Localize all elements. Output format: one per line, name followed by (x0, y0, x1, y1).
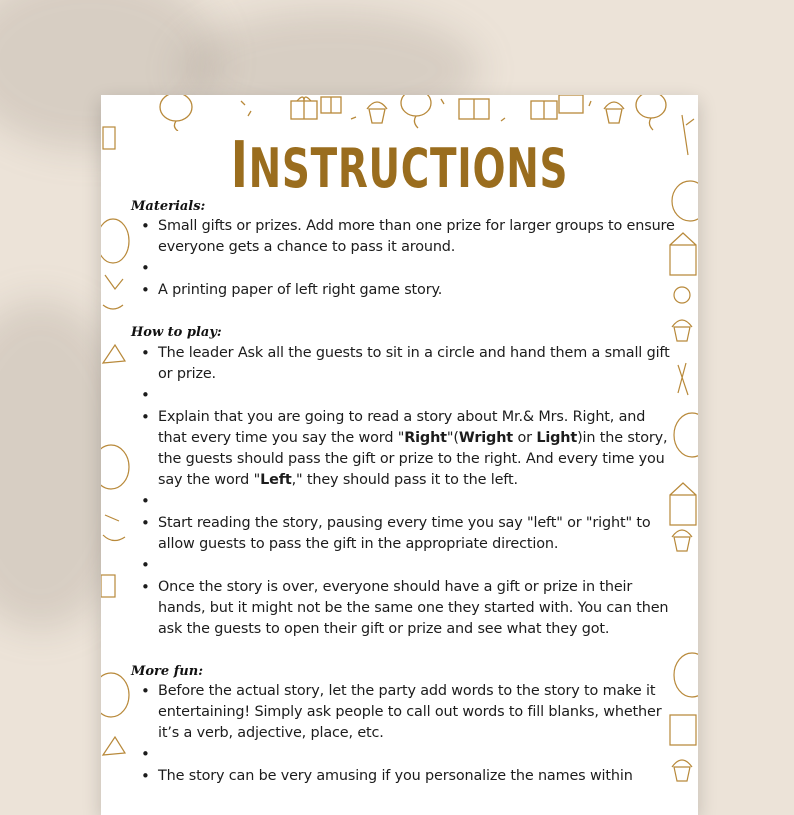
confetti-icon (678, 363, 688, 395)
gift-box-icon (321, 97, 341, 113)
list-spacer (131, 258, 676, 280)
confetti-icon (103, 275, 123, 309)
party-hat-icon (103, 737, 125, 755)
balloon-icon (101, 445, 129, 489)
gift-box-icon (459, 99, 489, 119)
how-to-play-heading: How to play: (131, 325, 222, 340)
list-item: • Small gifts or prizes. Add more than one prize for larger groups to ensure everyone gets a chance to pass it around. (131, 216, 676, 258)
materials-list (131, 216, 676, 301)
text-run: or (513, 430, 537, 446)
balloon-icon (674, 653, 698, 697)
cupcake-icon (604, 102, 624, 123)
list-spacer (131, 744, 676, 766)
list-item: • The story can be very amusing if you personalize the names within (131, 766, 676, 787)
gift-box-icon (291, 97, 317, 119)
how-to-play-list (131, 343, 676, 640)
text-run: ," they should pass it to the left. (291, 472, 518, 488)
gift-box-icon (103, 127, 115, 149)
list-item: • Once the story is over, everyone should have a gift or prize in their hands, but it might not be the same one they started with. You can then ask the guests to open their gift or prize and see what they got. (131, 577, 676, 640)
bold-light: Light (536, 430, 578, 446)
confetti-icon (682, 115, 694, 155)
party-hat-icon (103, 345, 125, 363)
text-run: )in the story, the guests should pass the gift or prize to the right. And every time you say the word " (158, 430, 668, 488)
balloon-icon (674, 413, 698, 457)
bold-wright: Wright (458, 430, 514, 446)
balloon-icon (160, 95, 192, 131)
list-spacer (131, 555, 676, 577)
list-item: • Before the actual story, let the party add words to the story to make it entertaining! Simply ask people to call out words to fill blanks, whether it’s a verb, adjective, place, etc. (131, 681, 676, 744)
party-doodle-border-top (101, 95, 698, 131)
gift-box-icon (559, 95, 583, 113)
list-spacer (131, 491, 676, 513)
text-run: Explain that you are going to read a story about Mr.& Mrs. Right, and that every time you say the word " (158, 409, 646, 446)
text-run: "( (446, 430, 459, 446)
gift-box-icon (101, 575, 115, 597)
cupcake-icon (672, 320, 692, 341)
balloon-icon (672, 181, 698, 221)
balloon-icon (101, 219, 129, 263)
bold-left: Left (260, 472, 292, 488)
more-fun-list (131, 681, 676, 787)
instructions-sheet (101, 95, 698, 815)
more-fun-heading: More fun: (131, 664, 204, 679)
balloon-icon (401, 95, 431, 128)
confetti-icon (241, 99, 591, 121)
balloon-icon (101, 673, 129, 717)
list-item: • The leader Ask all the guests to sit in a circle and hand them a small gift or prize. (131, 343, 676, 385)
list-item: • A printing paper of left right game story. (131, 280, 676, 301)
balloon-icon (636, 95, 666, 130)
cupcake-icon (367, 102, 387, 123)
bold-right: Right (404, 430, 447, 446)
list-item: • Start reading the story, pausing every time you say "left" or "right" to allow guests to pass the gift in the appropriate direction. (131, 513, 676, 555)
party-doodle-border-left (101, 95, 131, 815)
list-spacer (131, 385, 676, 407)
materials-heading: Materials: (131, 199, 206, 214)
page-title: INSTRUCTIONS (230, 129, 569, 203)
list-item (131, 407, 676, 491)
confetti-icon (103, 515, 125, 541)
gift-box-icon (531, 101, 557, 119)
